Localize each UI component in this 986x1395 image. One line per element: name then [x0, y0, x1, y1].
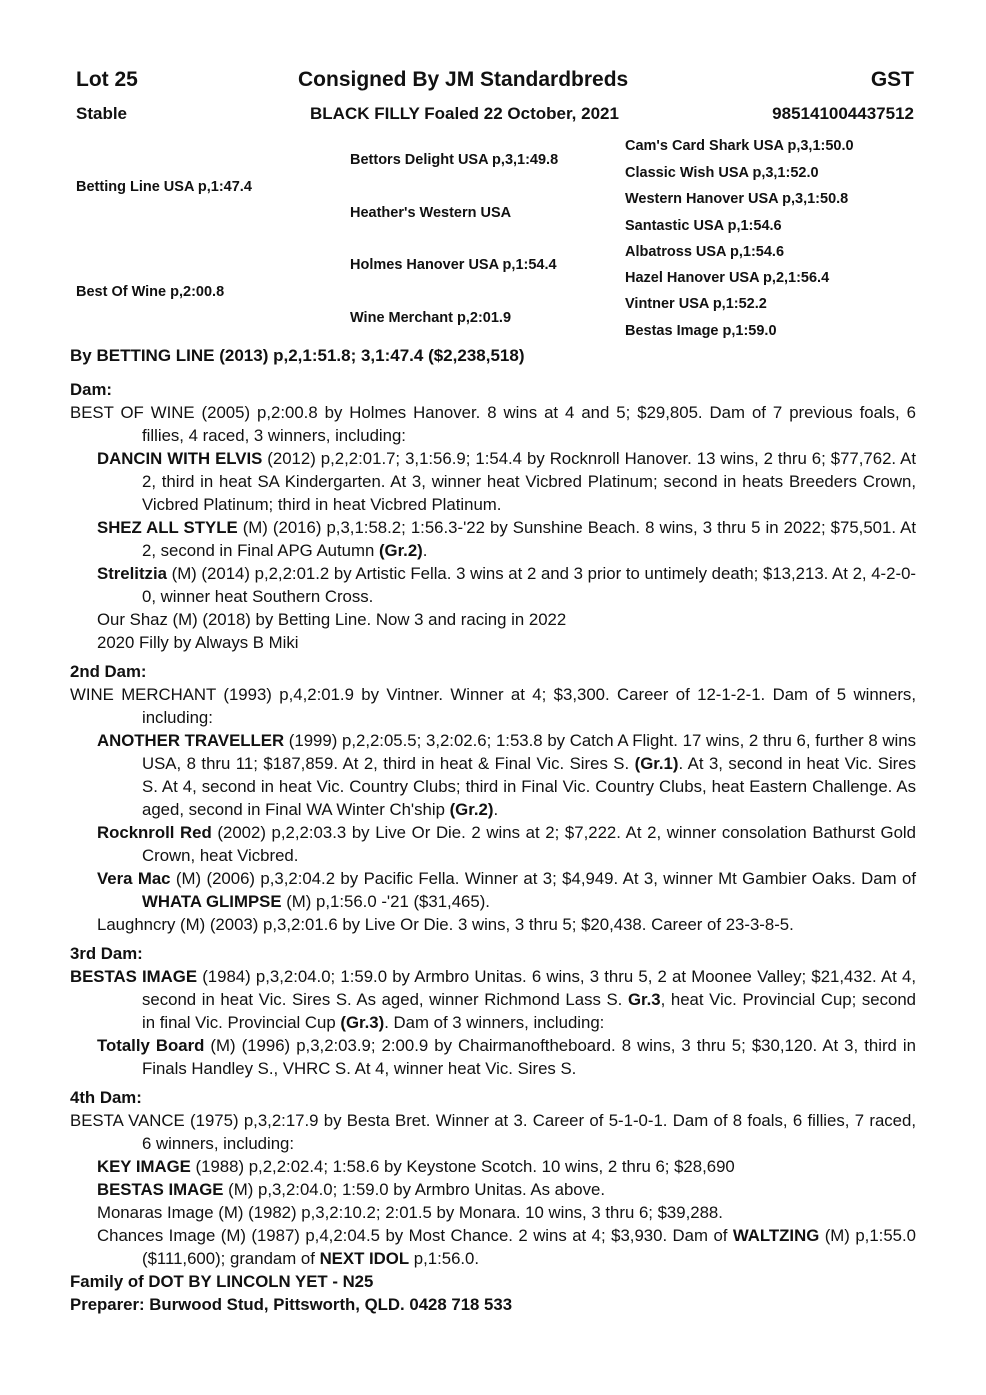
second-dam-intro: WINE MERCHANT (1993) p,4,2:01.9 by Vintner. Winner at 4; $3,300. Career of 12-1-2-1. Dam of 5 winners, including: — [70, 685, 916, 727]
dam-intro: BEST OF WINE (2005) p,2:00.8 by Holmes Hanover. 8 wins at 4 and 5; $29,805. Dam of 7 previous foals, 6 fillies, 4 raced, 3 winners, including: — [70, 403, 916, 445]
fourth-dam-progeny-4 — [70, 1224, 916, 1270]
dam-heading: Dam: — [70, 380, 112, 399]
second-dam-progeny-1 — [70, 729, 916, 821]
pedigree-sire-sire: Bettors Delight USA p,3,1:49.8 — [350, 152, 559, 168]
dam-progeny-3 — [70, 562, 916, 608]
progeny-text: . At 3, second in heat Vic. Sires S. At 4, second in heat Vic. Country Clubs; third in Final Vic. Country Clubs, heat Eastern Challenge. As aged, second in Final WA Winter Ch'ship — [142, 754, 916, 819]
pedigree-dam: Best Of Wine p,2:00.8 — [76, 284, 225, 300]
third-dam-heading: 3rd Dam: — [70, 944, 143, 963]
pedigree-sire-dam: Heather's Western USA — [350, 205, 512, 221]
race-grade: (Gr.1) — [634, 754, 679, 773]
lot-subheader — [76, 104, 914, 128]
progeny-name: DANCIN WITH ELVIS — [97, 449, 263, 468]
consignor: Consigned By JM Standardbreds — [298, 68, 629, 91]
progeny-text-end: p,1:56.0. — [409, 1249, 480, 1268]
second-dam-progeny-3 — [70, 867, 916, 913]
offspring-name: NEXT IDOL — [319, 1249, 410, 1268]
pedigree-sss: Cam's Card Shark USA p,3,1:50.0 — [625, 138, 854, 154]
progeny-text-end: . — [422, 541, 428, 560]
progeny-text-end: (M) p,1:56.0 -'21 ($31,465). — [281, 892, 490, 911]
progeny-text: (1988) p,2,2:02.4; 1:58.6 by Keystone Scotch. 10 wins, 2 thru 6; $28,690 — [190, 1157, 735, 1176]
stable-label: Stable — [76, 104, 128, 123]
progeny-text: (M) (2016) p,3,1:58.2; 1:56.3-'22 by Sunshine Beach. 8 wins, 3 thru 5 in 2022; $75,501. At 2, second in Final APG Autumn — [142, 518, 916, 560]
dam-progeny-2 — [70, 516, 916, 562]
family-line: Family of DOT BY LINCOLN YET - N25 — [70, 1272, 374, 1291]
horse-description: BLACK FILLY Foaled 22 October, 2021 — [310, 104, 619, 123]
progeny-name: Totally Board — [97, 1036, 205, 1055]
pedigree-ssd: Classic Wish USA p,3,1:52.0 — [625, 165, 819, 181]
progeny-text: Chances Image (M) (1987) p,4,2:04.5 by Most Chance. 2 wins at 4; $3,930. Dam of — [97, 1226, 733, 1245]
pedigree-ddd: Bestas Image p,1:59.0 — [625, 323, 777, 339]
progeny-text: (M) (1996) p,3,2:03.9; 2:00.9 by Chairmanoftheboard. 8 wins, 3 thru 5; $30,120. At 3, third in Finals Handley S., VHRC S. At 4, winner heat Vic. Sires S. — [142, 1036, 916, 1078]
sire-summary: By BETTING LINE (2013) p,2,1:51.8; 3,1:47.4 ($2,238,518) — [70, 346, 525, 365]
progeny-text: (M) (2006) p,3,2:04.2 by Pacific Fella. Winner at 3; $4,949. At 3, winner Mt Gambier Oaks. Dam of — [170, 869, 916, 888]
lot-header — [76, 68, 914, 98]
lot-number: Lot 25 — [76, 68, 138, 91]
offspring-name: WHATA GLIMPSE — [142, 892, 282, 911]
progeny-text-end: . — [493, 800, 499, 819]
progeny-name: Vera Mac — [97, 869, 171, 888]
progeny-name: BESTAS IMAGE — [97, 1180, 224, 1199]
progeny-text: (M) (2014) p,2,2:01.2 by Artistic Fella. 3 wins at 2 and 3 prior to untimely death; $13,213. At 2, 4-2-0-0, winner heat Southern Cross. — [142, 564, 916, 606]
pedigree-dam-dam: Wine Merchant p,2:01.9 — [350, 310, 512, 326]
offspring-name: WALTZING — [732, 1226, 820, 1245]
progeny-name: ANOTHER TRAVELLER — [97, 731, 285, 750]
gst-label: GST — [870, 68, 914, 91]
progeny-name: KEY IMAGE — [97, 1157, 191, 1176]
race-grade: (Gr.2) — [449, 800, 494, 819]
dam-progeny-5: 2020 Filly by Always B Miki — [97, 633, 299, 652]
race-grade: (Gr.2) — [378, 541, 423, 560]
race-grade: (Gr.3) — [340, 1013, 385, 1032]
progeny-text: (2002) p,2,2:03.3 by Live Or Die. 2 wins at 2; $7,222. At 2, winner consolation Bathurst Gold Crown, heat Vicbred. — [142, 823, 916, 865]
progeny-name: Rocknroll Red — [97, 823, 212, 842]
progeny-text: (M) p,1:55.0 ($111,600); grandam of — [142, 1226, 916, 1268]
dam-progeny-1 — [70, 447, 916, 516]
dam-text: , heat Vic. Provincial Cup; second in final Vic. Provincial Cup — [142, 990, 916, 1032]
fourth-dam-progeny-3: Monaras Image (M) (1982) p,3,2:10.2; 2:01.5 by Monara. 10 wins, 3 thru 6; $39,288. — [97, 1203, 723, 1222]
fourth-dam-progeny-2 — [70, 1178, 916, 1201]
progeny-text: (2012) p,2,2:01.7; 3,1:56.9; 1:54.4 by Rocknroll Hanover. 13 wins, 2 thru 6; $77,762. At 2, third in heat SA Kindergarten. At 3, winner heat Vicbred Platinum; second in heats Breeders Crown, Vicbred Platinum; third in heat Vicbred Platinum. — [142, 449, 916, 514]
dam-text: . Dam of 3 winners, including: — [384, 1013, 605, 1032]
progeny-name: Strelitzia — [97, 564, 167, 583]
dam-name: BESTAS IMAGE — [70, 967, 198, 986]
pedigree-dsd: Hazel Hanover USA p,2,1:56.4 — [625, 270, 830, 286]
pedigree-sds: Western Hanover USA p,3,1:50.8 — [625, 191, 849, 207]
progeny-text: (1999) p,2,2:05.5; 3,2:02.6; 1:53.8 by Catch A Flight. 17 wins, 2 thru 6, further 8 wins USA, 8 thru 11; $187,859. At 2, third in heat & Final Vic. Sires S. — [142, 731, 916, 773]
pedigree-dam-sire: Holmes Hanover USA p,1:54.4 — [350, 257, 557, 273]
dam-text: (1984) p,3,2:04.0; 1:59.0 by Armbro Unitas. 6 wins, 3 thru 5, 2 at Moonee Valley; $21,432. At 4, second in heat Vic. Sires S. As aged, winner Richmond Lass S. — [142, 967, 916, 1009]
dam-progeny-4: Our Shaz (M) (2018) by Betting Line. Now 3 and racing in 2022 — [97, 610, 567, 629]
pedigree-sire: Betting Line USA p,1:47.4 — [76, 179, 252, 195]
second-dam-progeny-4: Laughncry (M) (2003) p,3,2:01.6 by Live Or Die. 3 wins, 3 thru 5; $20,438. Career of 23-3-8-5. — [97, 915, 794, 934]
race-grade: Gr.3 — [627, 990, 661, 1009]
fourth-dam-intro: BESTA VANCE (1975) p,3,2:17.9 by Besta Bret. Winner at 3. Career of 5-1-0-1. Dam of 8 foals, 6 fillies, 7 raced, 6 winners, including: — [70, 1111, 916, 1153]
progeny-text: (M) p,3,2:04.0; 1:59.0 by Armbro Unitas. As above. — [223, 1180, 606, 1199]
third-dam-intro — [70, 965, 916, 1034]
third-dam-progeny-1 — [70, 1034, 916, 1080]
pedigree-dss: Albatross USA p,1:54.6 — [625, 244, 785, 260]
second-dam-progeny-2 — [70, 821, 916, 867]
pedigree-sdd: Santastic USA p,1:54.6 — [625, 218, 782, 234]
preparer-line: Preparer: Burwood Stud, Pittsworth, QLD. 0428 718 533 — [70, 1295, 513, 1314]
microchip-number: 985141004437512 — [772, 104, 914, 123]
progeny-name: SHEZ ALL STYLE — [97, 518, 238, 537]
fourth-dam-heading: 4th Dam: — [70, 1088, 142, 1107]
second-dam-heading: 2nd Dam: — [70, 662, 147, 681]
pedigree-dds: Vintner USA p,1:52.2 — [625, 296, 767, 312]
fourth-dam-progeny-1 — [70, 1155, 916, 1178]
catalogue-body — [70, 378, 916, 1316]
